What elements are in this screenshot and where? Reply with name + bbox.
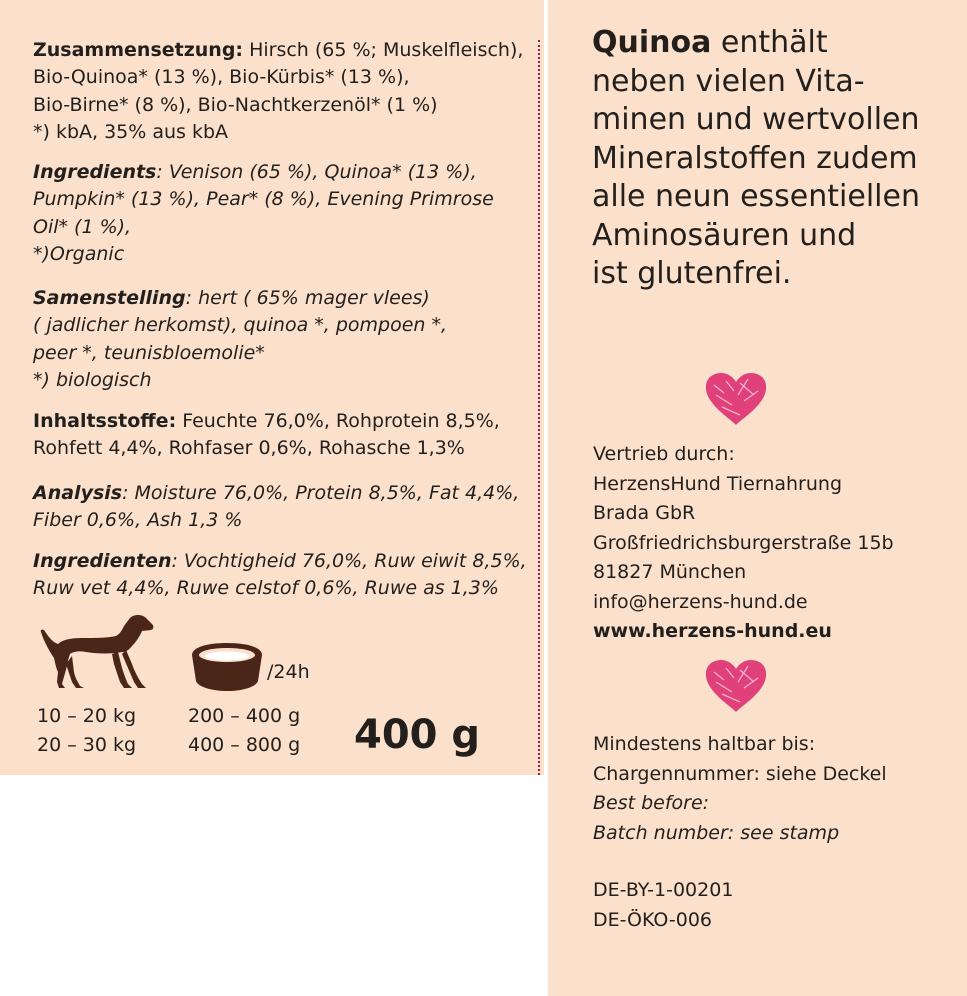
per-day-label: /24h (267, 661, 310, 683)
heart-icon (704, 658, 768, 714)
analysis-de-text: Feuchte 76,0%, Rohprotein 8,5%, Rohfett 4,4%, Rohfaser 0,6%, Rohasche 1,3% (33, 410, 500, 460)
ingredients-en-label: Ingredients (33, 161, 157, 183)
best-before-en: Best before: Batch number: see stamp (593, 792, 840, 844)
food-amount-list: 200 – 400 g 400 – 800 g (188, 705, 301, 756)
composition-block (33, 37, 523, 147)
best-before-de: Mindestens haltbar bis: Chargennummer: siehe Deckel (593, 733, 887, 785)
analysis-nl-label: Ingredienten (33, 550, 172, 572)
analysis-en-label: Analysis (33, 482, 123, 504)
analysis-de-label: Inhaltsstoffe: (33, 410, 177, 432)
bowl-icon (190, 643, 264, 691)
composition-text: Hirsch (65 %; Muskelfleisch), Bio-Quinoa* (13 %), Bio-Kürbis* (13 %), Bio-Birne* (8 %), Bio-Nachtkerzenöl* (1 %) *) kbA, 35% aus kbA (33, 39, 524, 144)
ingredients-en-text: : Venison (65 %), Quinoa* (13 %), Pumpkin* (13 %), Pear* (8 %), Evening Primrose Oil* (1 %), *)Organic (33, 161, 494, 266)
analysis-de-block (33, 408, 500, 463)
ingredients-nl-block (33, 285, 447, 395)
quinoa-text: enthält neben vielen Vita- minen und wertvollen Mineralstoffen zudem alle neun essentiellen Aminosäuren und ist glutenfrei. (592, 25, 920, 291)
analysis-en-block (33, 480, 519, 535)
composition-label: Zusammensetzung: (33, 39, 244, 61)
ingredients-en-block (33, 159, 494, 269)
quinoa-info (592, 24, 920, 294)
dog-weight-list: 10 – 20 kg 20 – 30 kg (37, 705, 137, 756)
ingredients-nl-label: Samenstelling (33, 287, 186, 309)
quinoa-bold: Quinoa (592, 25, 712, 60)
ingredients-nl-text: : hert ( 65% mager vlees) ( jadlicher herkomst), quinoa *, pompoen *, peer *, teunisbloemolie* *) biologisch (33, 287, 448, 392)
analysis-nl-block (33, 548, 527, 603)
dog-icon (38, 612, 156, 690)
dotted-divider (538, 40, 540, 775)
analysis-en-text: : Moisture 76,0%, Protein 8,5%, Fat 4,4%, Fiber 0,6%, Ash 1,3 % (33, 482, 520, 532)
distributor-address: Vertrieb durch: HerzensHund Tiernahrung Brada GbR Großfriedrichsburgerstraße 15b 81827 München info@herzens-hund.de (593, 443, 894, 613)
heart-icon (704, 371, 768, 427)
website-link[interactable]: www.herzens-hund.eu (593, 620, 832, 642)
analysis-nl-text: : Vochtigheid 76,0%, Ruw eiwit 8,5%, Ruw vet 4,4%, Ruwe celstof 0,6%, Ruwe as 1,3% (33, 550, 527, 600)
certification-codes: DE-BY-1-00201 DE-ÖKO-006 (593, 879, 734, 931)
net-weight: 400 g (354, 712, 481, 758)
